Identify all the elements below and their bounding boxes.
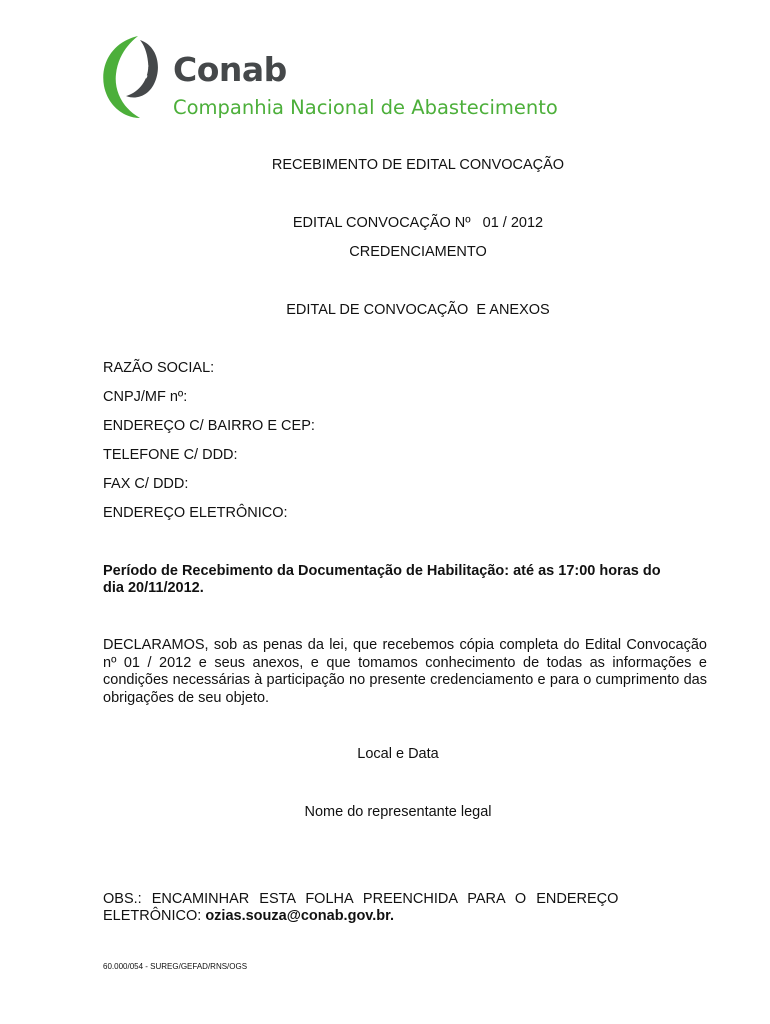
footer-code: 60.000/054 - SUREG/GEFAD/RNS/OGS	[103, 962, 248, 971]
obs-label: ELETRÔNICO:	[103, 908, 206, 924]
obs-line-1: OBS.: ENCAMINHAR ESTA FOLHA PREENCHIDA PARA O ENDEREÇO	[103, 891, 619, 907]
document-subtitle: CREDENCIAMENTO	[349, 244, 487, 260]
document-title: RECEBIMENTO DE EDITAL CONVOCAÇÃO	[271, 157, 565, 173]
field-cnpj: CNPJ/MF nº:	[103, 389, 188, 405]
period-line-1: Período de Recebimento da Documentação de Habilitação: até as 17:00 horas do	[103, 563, 661, 579]
obs-email: ozias.souza@conab.gov.br.	[205, 908, 395, 924]
edital-number: EDITAL CONVOCAÇÃO Nº 01 / 2012	[292, 215, 544, 231]
obs-line-2	[103, 908, 394, 924]
brand-subtitle: Companhia Nacional de Abastecimento	[173, 96, 558, 119]
conab-leaf-icon	[100, 34, 162, 120]
declaration-paragraph: DECLARAMOS, sob as penas da lei, que recebemos cópia completa do Edital Convocação nº 01 / 2012 e seus anexos, e que tomamos conhecimento de todas as informações e condições necessárias à participação no presente credenciamento e para o cumprimento das obrigações de seu objeto.	[103, 637, 707, 706]
field-fax: FAX C/ DDD:	[103, 476, 189, 492]
conab-logo	[100, 32, 558, 124]
field-endereco: ENDEREÇO C/ BAIRRO E CEP:	[103, 418, 315, 434]
period-line-2: dia 20/11/2012.	[103, 580, 204, 596]
field-telefone: TELEFONE C/ DDD:	[103, 447, 238, 463]
section-title: EDITAL DE CONVOCAÇÃO E ANEXOS	[286, 302, 550, 318]
local-data: Local e Data	[357, 746, 439, 762]
brand-name: Conab	[173, 50, 287, 89]
field-email: ENDEREÇO ELETRÔNICO:	[103, 505, 288, 521]
field-razao-social: RAZÃO SOCIAL:	[103, 360, 215, 376]
representante-legal: Nome do representante legal	[304, 804, 492, 820]
